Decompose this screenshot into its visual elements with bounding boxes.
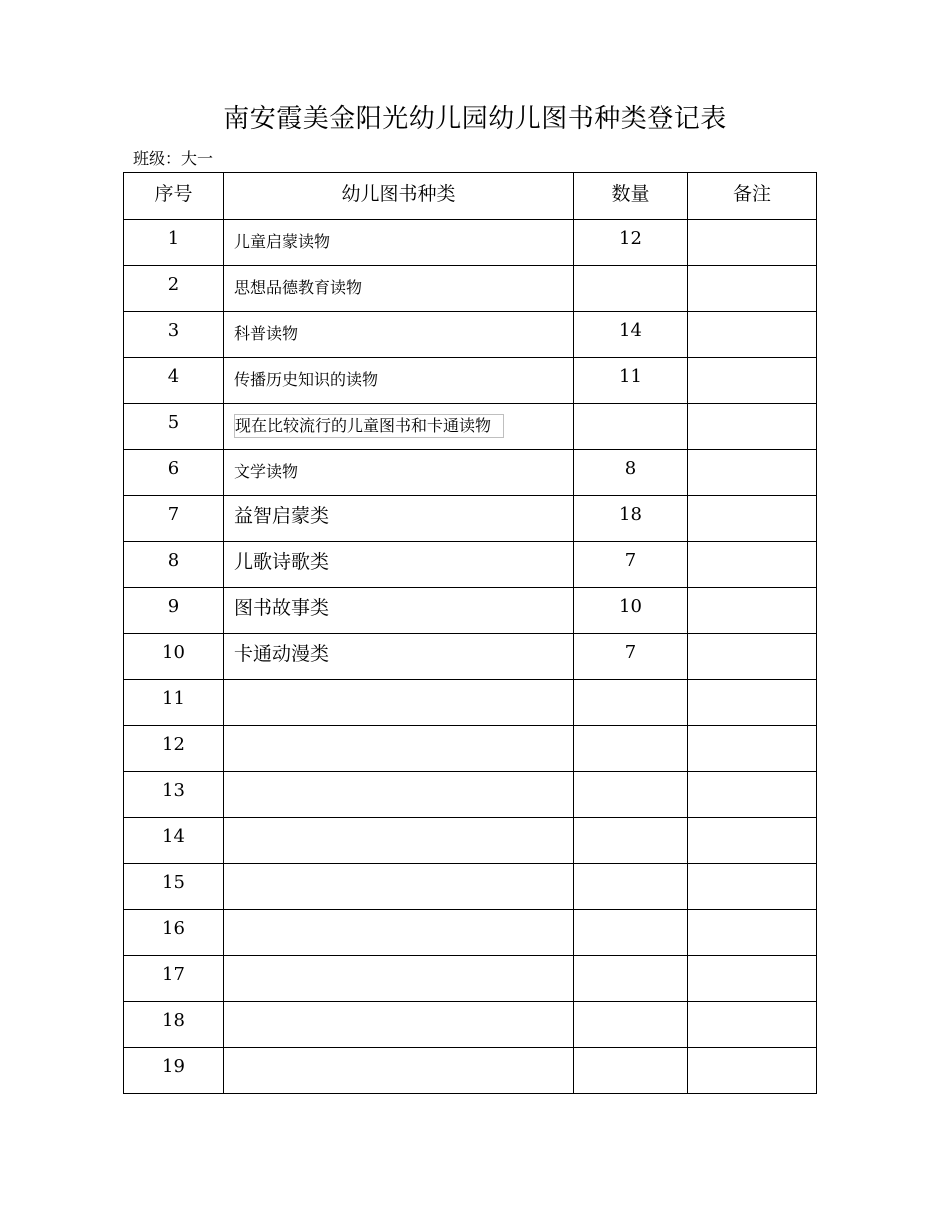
row-category	[224, 404, 574, 450]
row-category	[224, 910, 574, 956]
table-row	[124, 726, 817, 772]
row-note	[688, 312, 817, 358]
table-row	[124, 1002, 817, 1048]
row-note	[688, 404, 817, 450]
row-note	[688, 542, 817, 588]
row-category-text: 现在比较流行的儿童图书和卡通读物	[234, 414, 504, 438]
row-category	[224, 864, 574, 910]
row-quantity	[574, 772, 688, 818]
row-category	[224, 680, 574, 726]
row-quantity: 18	[574, 496, 688, 542]
row-quantity	[574, 1002, 688, 1048]
row-quantity	[574, 266, 688, 312]
row-category: 思想品德教育读物	[224, 266, 574, 312]
row-number: 9	[124, 588, 224, 634]
row-number: 12	[124, 726, 224, 772]
row-note	[688, 910, 817, 956]
header-number: 序号	[124, 173, 224, 220]
row-number: 3	[124, 312, 224, 358]
row-quantity	[574, 910, 688, 956]
row-quantity: 8	[574, 450, 688, 496]
row-number: 11	[124, 680, 224, 726]
row-quantity	[574, 680, 688, 726]
header-category: 幼儿图书种类	[224, 173, 574, 220]
row-note	[688, 358, 817, 404]
row-category: 科普读物	[224, 312, 574, 358]
row-category: 传播历史知识的读物	[224, 358, 574, 404]
row-category: 儿童启蒙读物	[224, 220, 574, 266]
table-row	[124, 266, 817, 312]
row-quantity	[574, 1048, 688, 1094]
row-quantity	[574, 404, 688, 450]
table-row	[124, 1048, 817, 1094]
row-category: 益智启蒙类	[224, 496, 574, 542]
table-row	[124, 450, 817, 496]
row-note	[688, 1002, 817, 1048]
row-category: 儿歌诗歌类	[224, 542, 574, 588]
table-row	[124, 864, 817, 910]
row-category	[224, 726, 574, 772]
row-note	[688, 634, 817, 680]
row-number: 19	[124, 1048, 224, 1094]
row-number: 14	[124, 818, 224, 864]
row-number: 16	[124, 910, 224, 956]
row-note	[688, 266, 817, 312]
table-row	[124, 404, 817, 450]
table-row	[124, 312, 817, 358]
row-category	[224, 1048, 574, 1094]
row-note	[688, 1048, 817, 1094]
table-row	[124, 910, 817, 956]
row-number: 4	[124, 358, 224, 404]
row-note	[688, 588, 817, 634]
row-number: 6	[124, 450, 224, 496]
table-row	[124, 634, 817, 680]
row-note	[688, 956, 817, 1002]
row-note	[688, 496, 817, 542]
row-category	[224, 1002, 574, 1048]
row-number: 18	[124, 1002, 224, 1048]
table-row	[124, 496, 817, 542]
table-row	[124, 772, 817, 818]
row-quantity: 12	[574, 220, 688, 266]
table-row	[124, 588, 817, 634]
table-header-row	[124, 173, 817, 220]
row-category: 图书故事类	[224, 588, 574, 634]
row-number: 8	[124, 542, 224, 588]
row-number: 10	[124, 634, 224, 680]
row-note	[688, 450, 817, 496]
row-note	[688, 818, 817, 864]
table-row	[124, 542, 817, 588]
row-number: 5	[124, 404, 224, 450]
table-row	[124, 956, 817, 1002]
row-category: 卡通动漫类	[224, 634, 574, 680]
table-row	[124, 220, 817, 266]
row-note	[688, 680, 817, 726]
row-number: 17	[124, 956, 224, 1002]
row-quantity	[574, 956, 688, 1002]
table-row	[124, 818, 817, 864]
table-row	[124, 680, 817, 726]
row-number: 2	[124, 266, 224, 312]
row-quantity	[574, 818, 688, 864]
header-note: 备注	[688, 173, 817, 220]
row-quantity: 7	[574, 542, 688, 588]
row-note	[688, 726, 817, 772]
row-quantity: 7	[574, 634, 688, 680]
row-category	[224, 772, 574, 818]
row-number: 15	[124, 864, 224, 910]
row-category	[224, 818, 574, 864]
row-quantity: 10	[574, 588, 688, 634]
row-number: 7	[124, 496, 224, 542]
class-info: 班级：大一	[133, 149, 214, 168]
table-row	[124, 358, 817, 404]
page-title: 南安霞美金阳光幼儿园幼儿图书种类登记表	[223, 104, 727, 134]
row-quantity: 14	[574, 312, 688, 358]
row-category: 文学读物	[224, 450, 574, 496]
row-note	[688, 772, 817, 818]
row-number: 1	[124, 220, 224, 266]
row-quantity: 11	[574, 358, 688, 404]
header-quantity: 数量	[574, 173, 688, 220]
row-note	[688, 864, 817, 910]
row-quantity	[574, 726, 688, 772]
row-category	[224, 956, 574, 1002]
row-quantity	[574, 864, 688, 910]
book-register-table	[123, 172, 817, 1094]
row-number: 13	[124, 772, 224, 818]
row-note	[688, 220, 817, 266]
